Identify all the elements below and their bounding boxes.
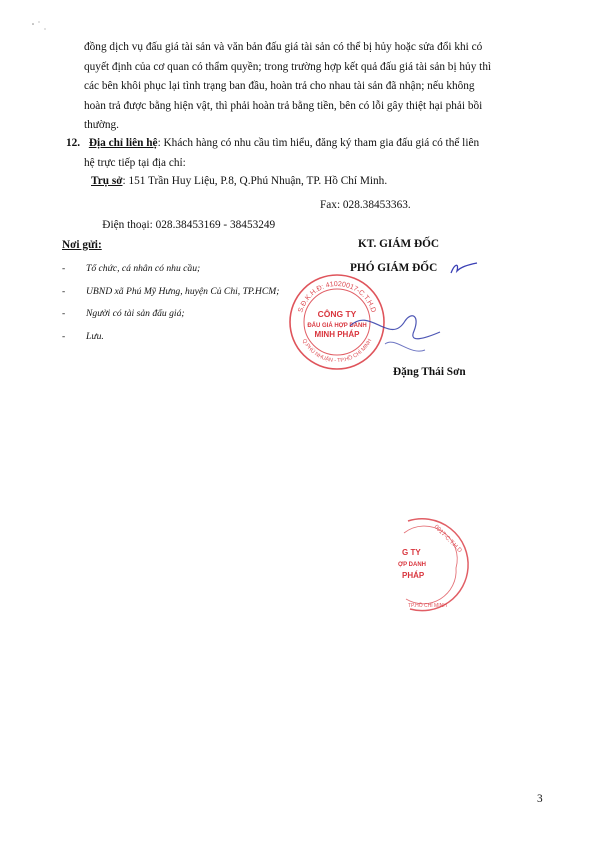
seal-ring-text: S.Đ.K.H.Đ: 41020017-C.T.H.D bbox=[297, 280, 377, 314]
seal-bottom-text: Q.PHÚ NHUẬN - TP.HỒ CHÍ MINH bbox=[300, 338, 374, 365]
signature-subtitle: PHÓ GIÁM ĐỐC bbox=[350, 262, 438, 274]
section-number: 12. bbox=[66, 137, 81, 149]
seal-line-3: MINH PHÁP bbox=[314, 330, 360, 339]
fax-number: Fax: 028.38453363. bbox=[320, 199, 411, 211]
address-value: : 151 Trần Huy Liệu, P.8, Q.Phú Nhuận, TP. Hồ Chí Minh. bbox=[122, 175, 388, 187]
recipient-item: - Người có tài sản đấu giá; bbox=[62, 307, 292, 320]
recipient-item: - Lưu. bbox=[62, 330, 292, 343]
continuation-paragraph bbox=[84, 38, 549, 136]
address-label: Trụ sở bbox=[91, 175, 123, 187]
office-address bbox=[91, 172, 387, 192]
partial-seal-ring: 0017-C.T.H.D bbox=[432, 524, 463, 555]
continuation-line: các bên khôi phục lại tình trạng ban đầu, hoàn trả cho nhau tài sản đã nhận; nếu không bbox=[84, 80, 475, 93]
continuation-line: đồng dịch vụ đấu giá tài sản và văn bản đấu giá tài sản có thể bị hủy hoặc sửa đổi khi có bbox=[84, 41, 483, 53]
signer-name: Đặng Thái Sơn bbox=[393, 366, 466, 378]
partial-seal bbox=[398, 513, 478, 613]
section-text: : Khách hàng có nhu cầu tìm hiểu, đăng ký tham gia đấu giá có thể liên bbox=[157, 137, 480, 149]
signature-title: KT. GIÁM ĐỐC bbox=[358, 238, 440, 250]
continuation-line: quyết định của cơ quan có thẩm quyền; trong trường hợp kết quả đấu giá tài sản bị hủy thì bbox=[84, 60, 492, 73]
handwritten-signature bbox=[330, 286, 450, 366]
continuation-line: hoàn trả được bằng hiện vật, thì phải hoàn trả bằng tiền, bên có lỗi gây thiệt hại phải bồi bbox=[84, 99, 483, 112]
recipient-item: - Tổ chức, cá nhân có nhu cầu; bbox=[62, 262, 292, 275]
section-text-cont: hệ trực tiếp tại địa chỉ: bbox=[84, 156, 186, 169]
seal-line-1: CÔNG TY bbox=[317, 309, 357, 319]
recipients-title bbox=[62, 239, 102, 251]
page-number: 3 bbox=[537, 793, 543, 805]
scan-artifact-dots bbox=[30, 20, 50, 36]
partial-seal-line-3: PHÁP bbox=[402, 571, 425, 580]
recipients-title-colon: : bbox=[97, 239, 102, 251]
recipient-item: - UBND xã Phú Mỹ Hưng, huyện Củ Chi, TP.HCM; bbox=[62, 285, 292, 298]
partial-seal-line-2: ỢP DANH bbox=[398, 562, 427, 568]
recipients-list bbox=[62, 262, 292, 352]
seal-line-2: ĐẤU GIÁ HỢP DANH bbox=[307, 323, 367, 329]
continuation-line: thường. bbox=[84, 119, 120, 132]
partial-seal-bottom: TP.HỒ CHÍ MINH bbox=[408, 603, 447, 609]
phone-number: Điện thoại: 028.38453169 - 38453249 bbox=[102, 218, 276, 231]
initial-mark-icon bbox=[447, 259, 481, 279]
recipients-title-text: Nơi gửi bbox=[62, 239, 98, 251]
section-12-contact bbox=[66, 134, 549, 173]
section-label: Địa chỉ liên hệ bbox=[88, 137, 158, 149]
partial-seal-line-1: G TY bbox=[402, 548, 421, 557]
